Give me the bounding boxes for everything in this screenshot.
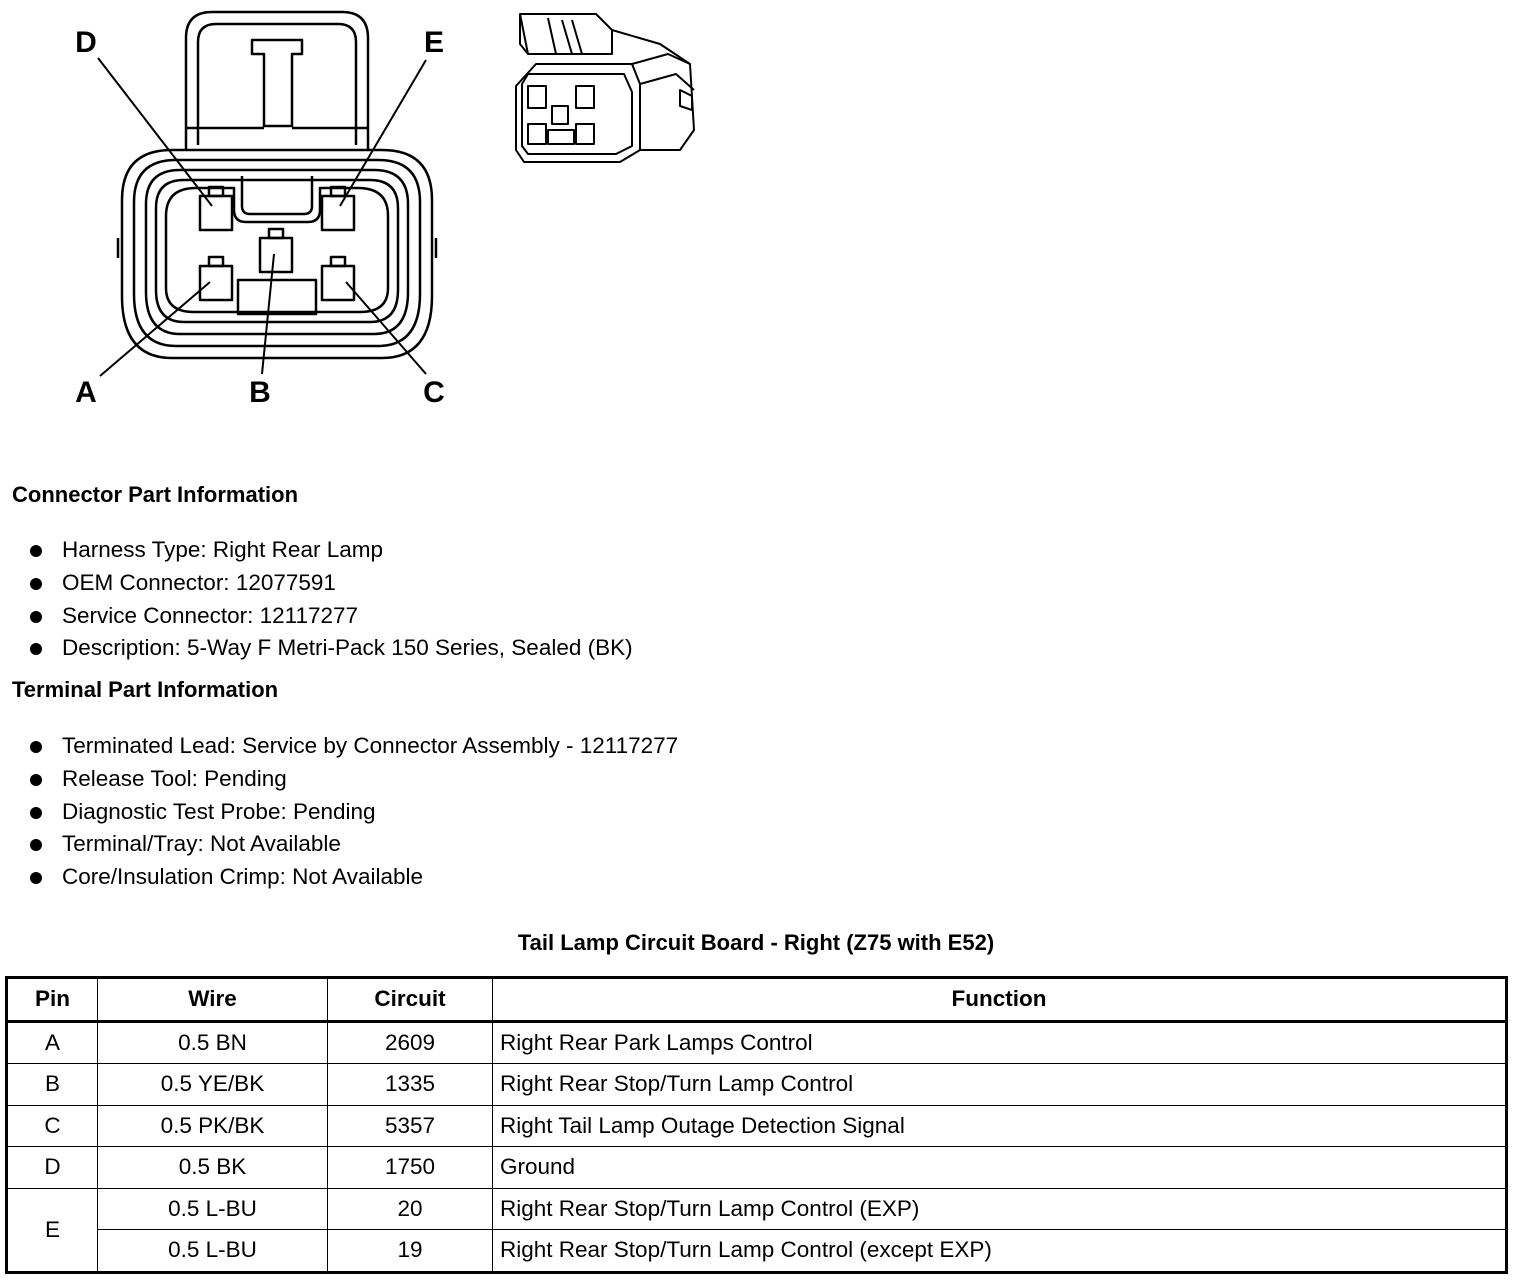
connector-housing: [118, 150, 436, 358]
table-row: [7, 1021, 1507, 1064]
function-cell: Right Rear Park Lamps Control: [493, 1021, 1507, 1064]
function-cell: Right Rear Stop/Turn Lamp Control: [493, 1064, 1507, 1106]
column-header-wire: Wire: [98, 978, 328, 1022]
pin-cell: E: [7, 1188, 98, 1272]
connector-isometric-view: [516, 14, 694, 162]
list-item: OEM Connector: 12077591: [28, 567, 633, 600]
table-row: [7, 1105, 1507, 1147]
connector-part-list: [28, 534, 633, 665]
function-cell: Right Tail Lamp Outage Detection Signal: [493, 1105, 1507, 1147]
wire-cell: 0.5 L-BU: [98, 1188, 328, 1230]
pin-a-cavity: [200, 257, 232, 300]
pin-e-cavity: [322, 187, 354, 230]
pin-c-cavity: [322, 257, 354, 300]
connector-part-heading: Connector Part Information: [12, 482, 299, 507]
list-item: Harness Type: Right Rear Lamp: [28, 534, 633, 567]
circuit-cell: 5357: [328, 1105, 493, 1147]
function-cell: Ground: [493, 1147, 1507, 1189]
list-item: Service Connector: 12117277: [28, 600, 633, 633]
wire-cell: 0.5 BN: [98, 1021, 328, 1064]
list-item: Release Tool: Pending: [28, 763, 678, 796]
wire-cell: 0.5 YE/BK: [98, 1064, 328, 1106]
pin-table: [5, 976, 1508, 1274]
table-row: [7, 1230, 1507, 1273]
keying-slot: [238, 280, 316, 314]
function-cell: Right Rear Stop/Turn Lamp Control (except EXP): [493, 1230, 1507, 1273]
column-header-function: Function: [493, 978, 1507, 1022]
pin-b-cavity: [260, 229, 292, 272]
list-item: Core/Insulation Crimp: Not Available: [28, 861, 678, 894]
table-row: [7, 1188, 1507, 1230]
pin-label-e: E: [423, 26, 445, 59]
circuit-cell: 2609: [328, 1021, 493, 1064]
table-header-row: [7, 978, 1507, 1022]
wire-cell: 0.5 BK: [98, 1147, 328, 1189]
pin-cell: C: [7, 1105, 98, 1147]
table-row: [7, 1147, 1507, 1189]
column-header-pin: Pin: [7, 978, 98, 1022]
table-row: [7, 1064, 1507, 1106]
connector-diagram: [0, 0, 760, 420]
pin-label-d: D: [75, 26, 97, 59]
pin-label-b: B: [249, 376, 271, 409]
pin-cell: D: [7, 1147, 98, 1189]
column-header-circuit: Circuit: [328, 978, 493, 1022]
pin-d-cavity: [200, 187, 232, 230]
pin-table-title: Tail Lamp Circuit Board - Right (Z75 with E52): [517, 930, 995, 955]
connector-latch: [186, 12, 368, 150]
list-item: Terminated Lead: Service by Connector Assembly - 12117277: [28, 730, 678, 763]
circuit-cell: 20: [328, 1188, 493, 1230]
pin-label-c: C: [423, 376, 445, 409]
circuit-cell: 1750: [328, 1147, 493, 1189]
pin-cell: B: [7, 1064, 98, 1106]
pin-label-a: A: [75, 376, 97, 409]
terminal-part-heading: Terminal Part Information: [12, 677, 279, 702]
function-cell: Right Rear Stop/Turn Lamp Control (EXP): [493, 1188, 1507, 1230]
pin-cell: A: [7, 1021, 98, 1064]
list-item: Terminal/Tray: Not Available: [28, 828, 678, 861]
circuit-cell: 1335: [328, 1064, 493, 1106]
list-item: Description: 5-Way F Metri-Pack 150 Series, Sealed (BK): [28, 632, 633, 665]
wire-cell: 0.5 PK/BK: [98, 1105, 328, 1147]
wire-cell: 0.5 L-BU: [98, 1230, 328, 1273]
circuit-cell: 19: [328, 1230, 493, 1273]
list-item: Diagnostic Test Probe: Pending: [28, 796, 678, 829]
terminal-part-list: [28, 730, 678, 894]
